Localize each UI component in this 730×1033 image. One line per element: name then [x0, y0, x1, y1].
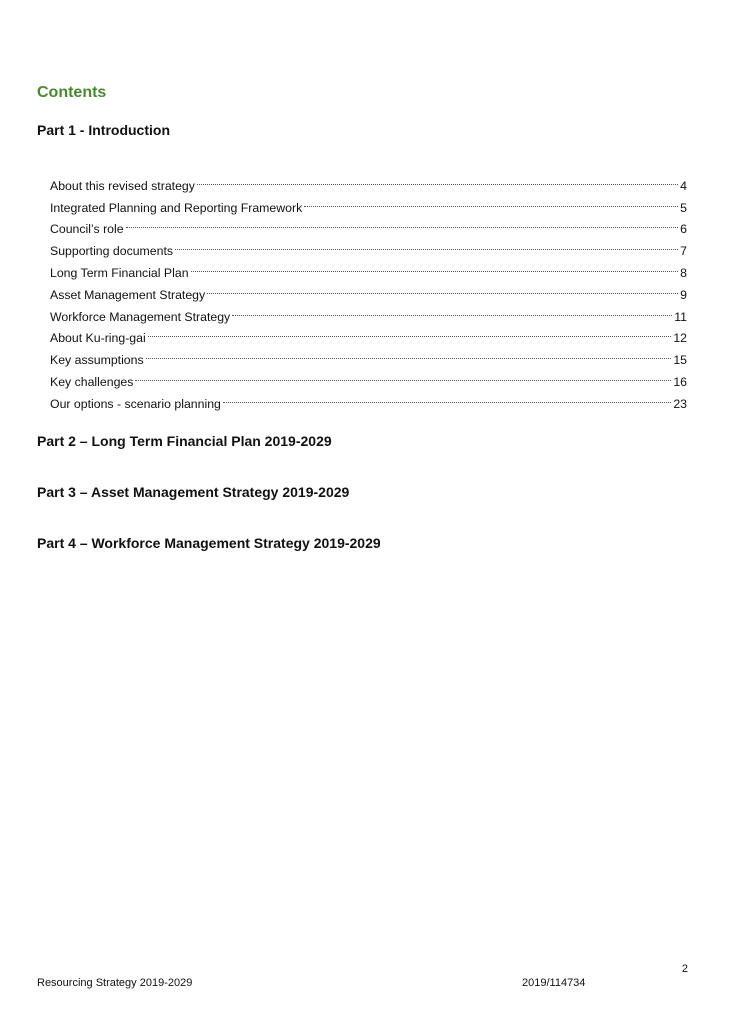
footer-document-title: Resourcing Strategy 2019-2029: [37, 977, 193, 989]
toc-entry-page: 6: [680, 222, 687, 237]
toc-leader-dots: [223, 386, 671, 408]
toc-leader-dots: [126, 212, 679, 234]
table-of-contents: [50, 168, 687, 411]
part3-heading: Part 3 – Asset Management Strategy 2019-2029: [37, 484, 350, 500]
toc-entry-page: 23: [673, 396, 687, 411]
page-number: 2: [681, 963, 688, 975]
toc-entry-page: 8: [680, 265, 687, 280]
toc-entry-title: Long Term Financial Plan: [50, 265, 189, 280]
toc-entry-page: 11: [674, 309, 687, 324]
part2-heading: Part 2 – Long Term Financial Plan 2019-2029: [37, 433, 332, 449]
toc-leader-dots: [146, 342, 672, 364]
toc-entry[interactable]: [50, 364, 687, 389]
toc-leader-dots: [207, 277, 678, 299]
toc-entry-page: 9: [680, 287, 687, 302]
footer-reference: 2019/114734: [522, 977, 586, 989]
part1-heading: Part 1 - Introduction: [37, 122, 170, 138]
toc-entry[interactable]: [50, 168, 687, 193]
toc-leader-dots: [191, 255, 679, 277]
toc-entry[interactable]: [50, 212, 687, 237]
toc-entry[interactable]: [50, 342, 687, 368]
toc-leader-dots: [135, 364, 671, 386]
toc-entry-page: 15: [673, 353, 687, 368]
toc-entry-page: 7: [680, 244, 687, 259]
toc-entry-title: Integrated Planning and Reporting Framework: [50, 200, 303, 215]
toc-leader-dots: [304, 190, 678, 212]
contents-title: Contents: [37, 84, 107, 101]
toc-entry-page: 4: [680, 178, 687, 193]
toc-entry-title: Asset Management Strategy: [50, 287, 206, 302]
part4-heading: Part 4 – Workforce Management Strategy 2019-2029: [37, 535, 381, 551]
toc-entry[interactable]: [50, 233, 687, 259]
toc-entry-title: Key assumptions: [50, 353, 144, 368]
toc-entry-page: 16: [673, 374, 687, 389]
toc-entry-title: Supporting documents: [50, 244, 174, 259]
toc-entry-title: Key challenges: [50, 374, 134, 389]
toc-entry-title: Workforce Management Strategy: [50, 309, 231, 324]
toc-leader-dots: [175, 233, 678, 255]
toc-entry-title: Council’s role: [50, 222, 124, 237]
toc-entry-title: Our options - scenario planning: [50, 396, 221, 411]
toc-entry-page: 5: [680, 200, 687, 215]
toc-leader-dots: [148, 321, 672, 343]
toc-entry-title: About this revised strategy: [50, 178, 195, 193]
toc-leader-dots: [197, 168, 678, 190]
toc-entry-page: 12: [673, 331, 687, 346]
toc-leader-dots: [232, 299, 672, 321]
toc-entry[interactable]: [50, 386, 687, 411]
toc-entry-title: About Ku-ring-gai: [50, 331, 146, 346]
